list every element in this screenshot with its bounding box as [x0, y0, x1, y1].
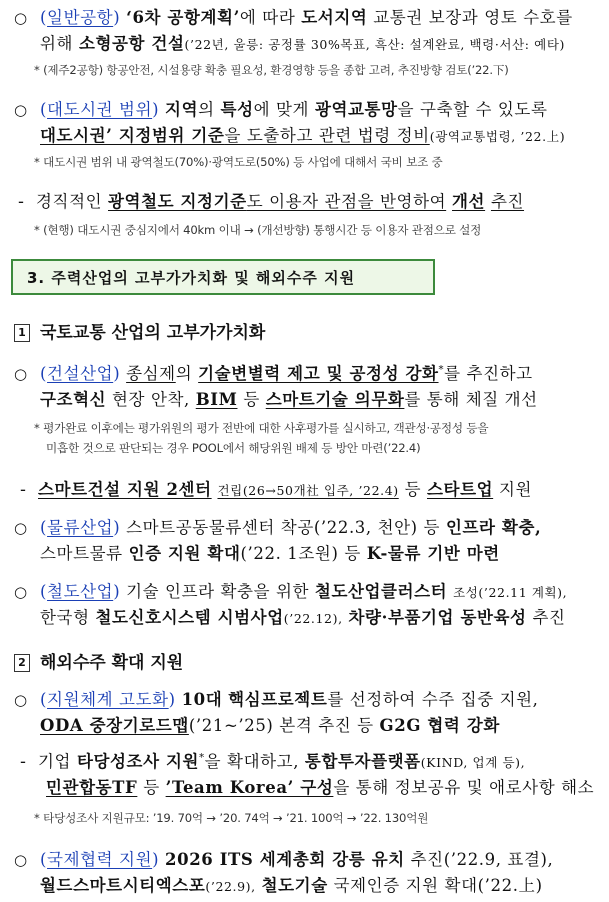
note-feasibility-scale: * 타당성조사 지원규모: ’19. 70억 → ’20. 74억 → ’21. 100억 → ’22. 130억원	[34, 811, 429, 825]
circle-bullet-icon: ○	[14, 365, 28, 383]
item-intl-coop-line1: ○ (국제협력 지원) 2026 ITS 세계총회 강릉 유치 추진(’22.9, 표결),	[14, 850, 554, 869]
item-general-airport-line1: ○ (일반공항) ‘6차 공항계획’에 따라 도서지역 교통권 보장과 영토 수호를	[14, 8, 573, 27]
tag-general-airport: 일반공항	[47, 8, 114, 27]
note-metro-subsidy: * 대도시권 범위 내 광역철도(70%)·광역도로(50%) 등 사업에 대해서 국비 보조 중	[34, 155, 443, 169]
section-number-2: 2	[14, 654, 30, 672]
item-support-system-line2: ODA 중장기로드맵(’21~’25) 본격 추진 등 G2G 협력 강화	[40, 716, 500, 735]
circle-bullet-icon: ○	[14, 9, 28, 27]
circle-bullet-icon: ○	[14, 583, 28, 601]
note-rail-criteria: * (현행) 대도시권 중심지에서 40km 이내 → (개선방향) 통행시간 등 이용자 관점으로 설정	[34, 223, 482, 237]
circle-bullet-icon: ○	[14, 851, 28, 869]
note-jeju-airport: * (제주2공항) 항공안전, 시설용량 확충 필요성, 환경영향 등을 종합 고려, 추진방향 검토(’22.下)	[34, 63, 509, 77]
item-general-airport-line2: 위해 소형공항 건설(’22년, 울릉: 공정률 30%목표, 흑산: 설계완료, 백령·서산: 예타)	[40, 34, 565, 53]
section-box-title: 3. 주력산업의 고부가가치화 및 해외수주 지원	[11, 259, 435, 295]
item-intl-coop-line2: 월드스마트시티엑스포(’22.9), 철도기술 국제인증 지원 확대(’22.上)	[40, 876, 543, 895]
dash-bullet-icon: -	[20, 752, 27, 771]
circle-bullet-icon: ○	[14, 519, 28, 537]
circle-bullet-icon: ○	[14, 691, 28, 709]
dash-bullet-icon: -	[18, 192, 25, 211]
circle-bullet-icon: ○	[14, 101, 28, 119]
section-heading-1: 1 국토교통 산업의 고부가가치화	[14, 318, 265, 343]
item-logistics-line2: 스마트물류 인증 지원 확대(’22. 1조원) 등 K-물류 기반 마련	[40, 544, 500, 563]
item-construction-line2: 구조혁신 현장 안착, BIM 등 스마트기술 의무화를 통해 체질 개선	[40, 390, 538, 409]
item-feasibility-line1: - 기업 타당성조사 지원*을 확대하고, 통합투자플랫폼(KIND, 업계 등),	[20, 752, 526, 771]
note-evaluation-1: * 평가완료 이후에는 평가위원의 평가 전반에 대한 사후평가를 실시하고, 객관성·공정성 등을	[34, 421, 489, 435]
item-construction-line1: ○ (건설산업) 종심제의 기술변별력 제고 및 공정성 강화*를 추진하고	[14, 364, 533, 383]
item-feasibility-line2: 민관합동TF 등 ’Team Korea’ 구성을 통해 정보공유 및 애로사항 해소	[46, 778, 595, 797]
note-evaluation-2: 미흡한 것으로 판단되는 경우 POOL에서 해당위원 배제 등 방안 마련(’22.4)	[46, 441, 421, 455]
item-rail-criteria: - 경직적인 광역철도 지정기준도 이용자 관점을 반영하여 개선 추진	[18, 192, 525, 211]
dash-bullet-icon: -	[20, 480, 27, 499]
section-number-1: 1	[14, 324, 30, 342]
item-railway-line2: 한국형 철도신호시스템 시범사업(’22.12), 차량·부품기업 동반육성 추진	[40, 608, 566, 627]
section-heading-2: 2 해외수주 확대 지원	[14, 648, 183, 673]
item-railway-line1: ○ (철도산업) 기술 인프라 확충을 위한 철도산업클러스터 조성(’22.11 계획),	[14, 582, 568, 601]
item-smart-construction: - 스마트건설 지원 2센터 건립(26→50개社 입주, ’22.4) 등 스타트업 지원	[20, 480, 533, 499]
item-metro-area-line1: ○ (대도시권 범위) 지역의 특성에 맞게 광역교통망을 구축할 수 있도록	[14, 100, 548, 119]
item-metro-area-line2: 대도시권’ 지정범위 기준을 도출하고 관련 법령 정비(광역교통법령, ’22.上)	[40, 126, 566, 145]
item-support-system-line1: ○ (지원체계 고도화) 10대 핵심프로젝트를 선정하여 수주 집중 지원,	[14, 690, 539, 709]
item-logistics-line1: ○ (물류산업) 스마트공동물류센터 착공(’22.3, 천안) 등 인프라 확충,	[14, 518, 542, 537]
